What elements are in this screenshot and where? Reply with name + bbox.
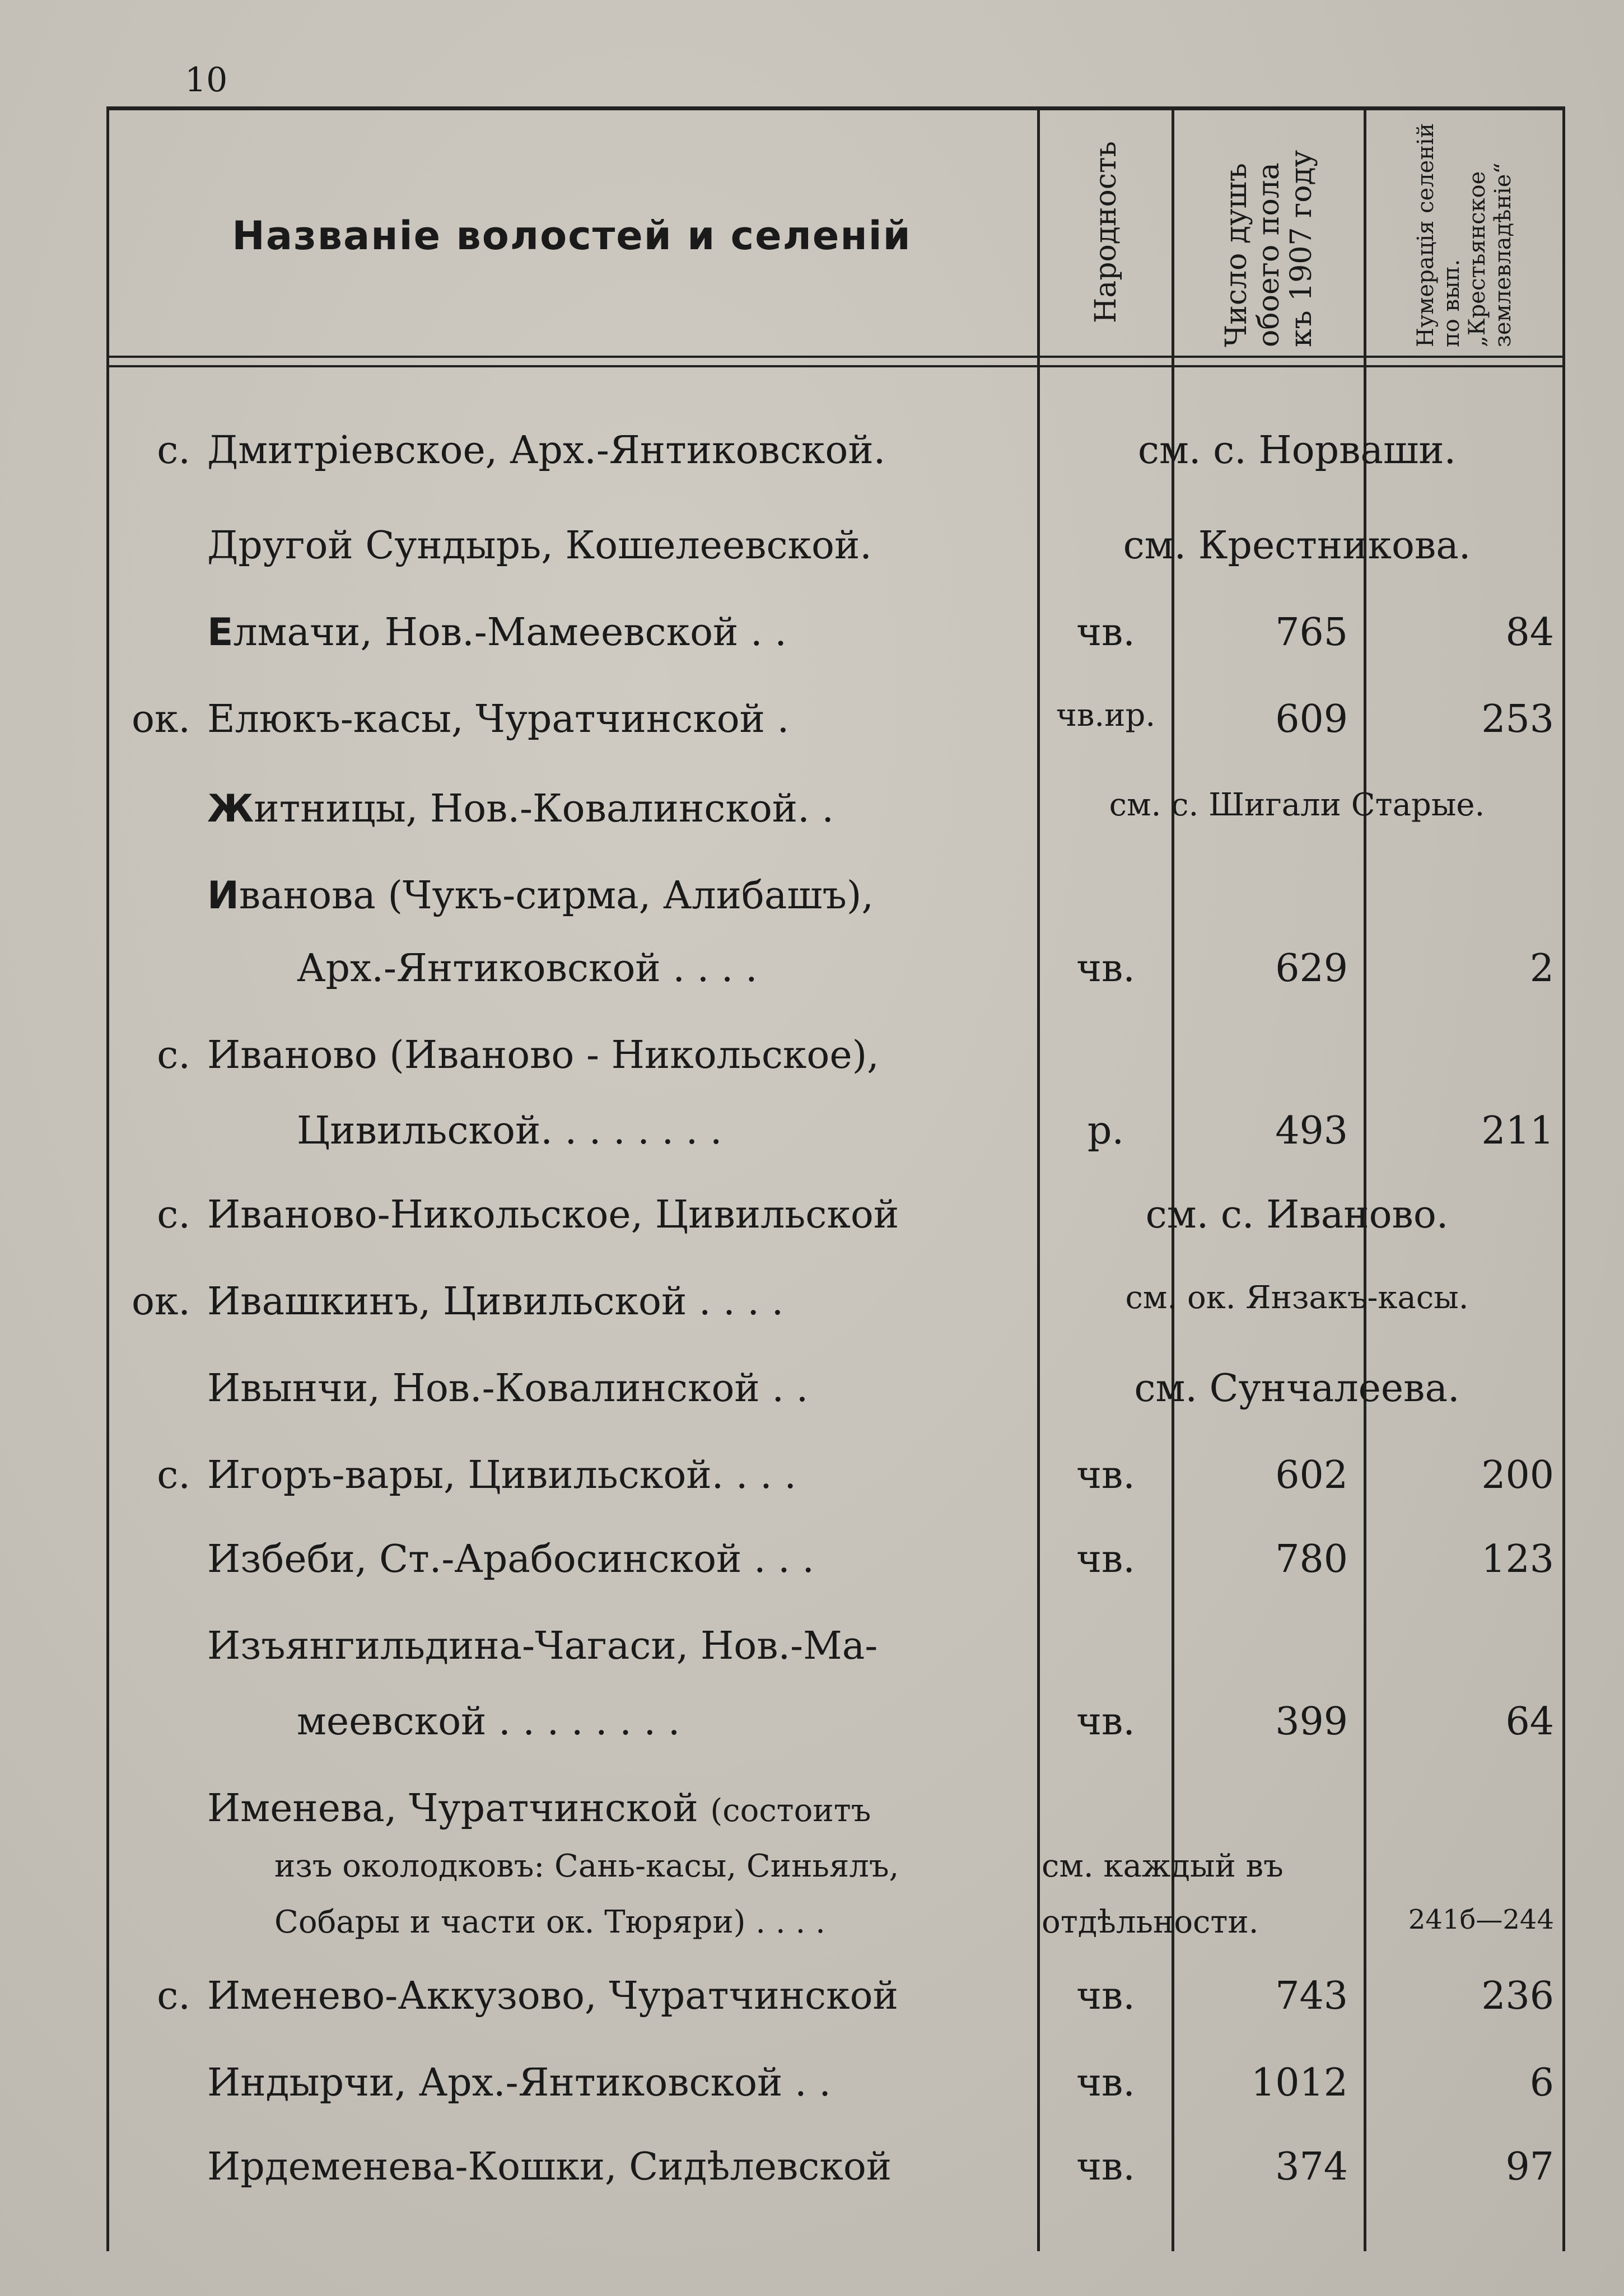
- settlements-table: Названіе волостей и селеній Народность Число душъ обоего пола къ 1907 году Нумерація селеній по вып. „Крестьянское землевладѣніе“ с. Дмитріевское, Арх.-Янтиковской. см. с. Норваши. Другой Сундырь, Кошелеевской. см. Крестникова. Елмачи, Нов.-Мамеевской . . чв. 765 84 ок. Елюкъ-касы, Чуратчинской . чв.ир. 609 253 Житницы, Нов.-Ковалинской. . см. с. Шигали Старые. Иванова (Чукъ-сирма, Алибашъ), Арх.-Янтиковской . . . . чв. 629 2 с. Иваново (Иваново - Никольское), Цивильской. . . . . . . . р. 493 211 с. Иваново-Никольское, Цивильской см. с. Иваново. ок. Ивашкинъ, Цивильской . . . . см. ок. Янзакъ-касы. Ивынчи, Нов.-Ковалинской . . см. Сунчалеева. с. Игоръ-вары, Цивильской. . . . чв. 602 200 Избеби, Ст.-Арабосинской . . . чв. 780 123 Изъянгильдина-Чагаси, Нов.-Ма- меевской . . . . . . . . чв. 399 64 Именева, Чуратчинской (состоитъ изъ околодковъ: Сань-касы, Синьялъ, см. каждый въ Собары и части ок. Тюряри) . . . . отдѣльности. 241б—244 с. Именево-Аккузово, Чуратчинской чв. 743 236 Индырчи, Арх.-Янтиковской . . чв. 1012 6 Ирдеменева-Кошки, Сидѣлевской чв. 374 97: [106, 106, 1565, 2251]
- page-number: 10: [185, 60, 228, 100]
- right-border: [1562, 106, 1565, 2251]
- header-rule: [106, 356, 1565, 358]
- header-rule-double: [106, 365, 1565, 367]
- header-souls: Число душъ обоего пола къ 1907 году: [1220, 150, 1318, 347]
- top-rule: [106, 106, 1565, 110]
- header-numbering: Нумерація селеній по вып. „Крестьянское землевладѣніе“: [1413, 123, 1516, 347]
- header-nationality: Народность: [1089, 141, 1123, 324]
- header-name-column: Названіе волостей и селеній: [232, 213, 912, 259]
